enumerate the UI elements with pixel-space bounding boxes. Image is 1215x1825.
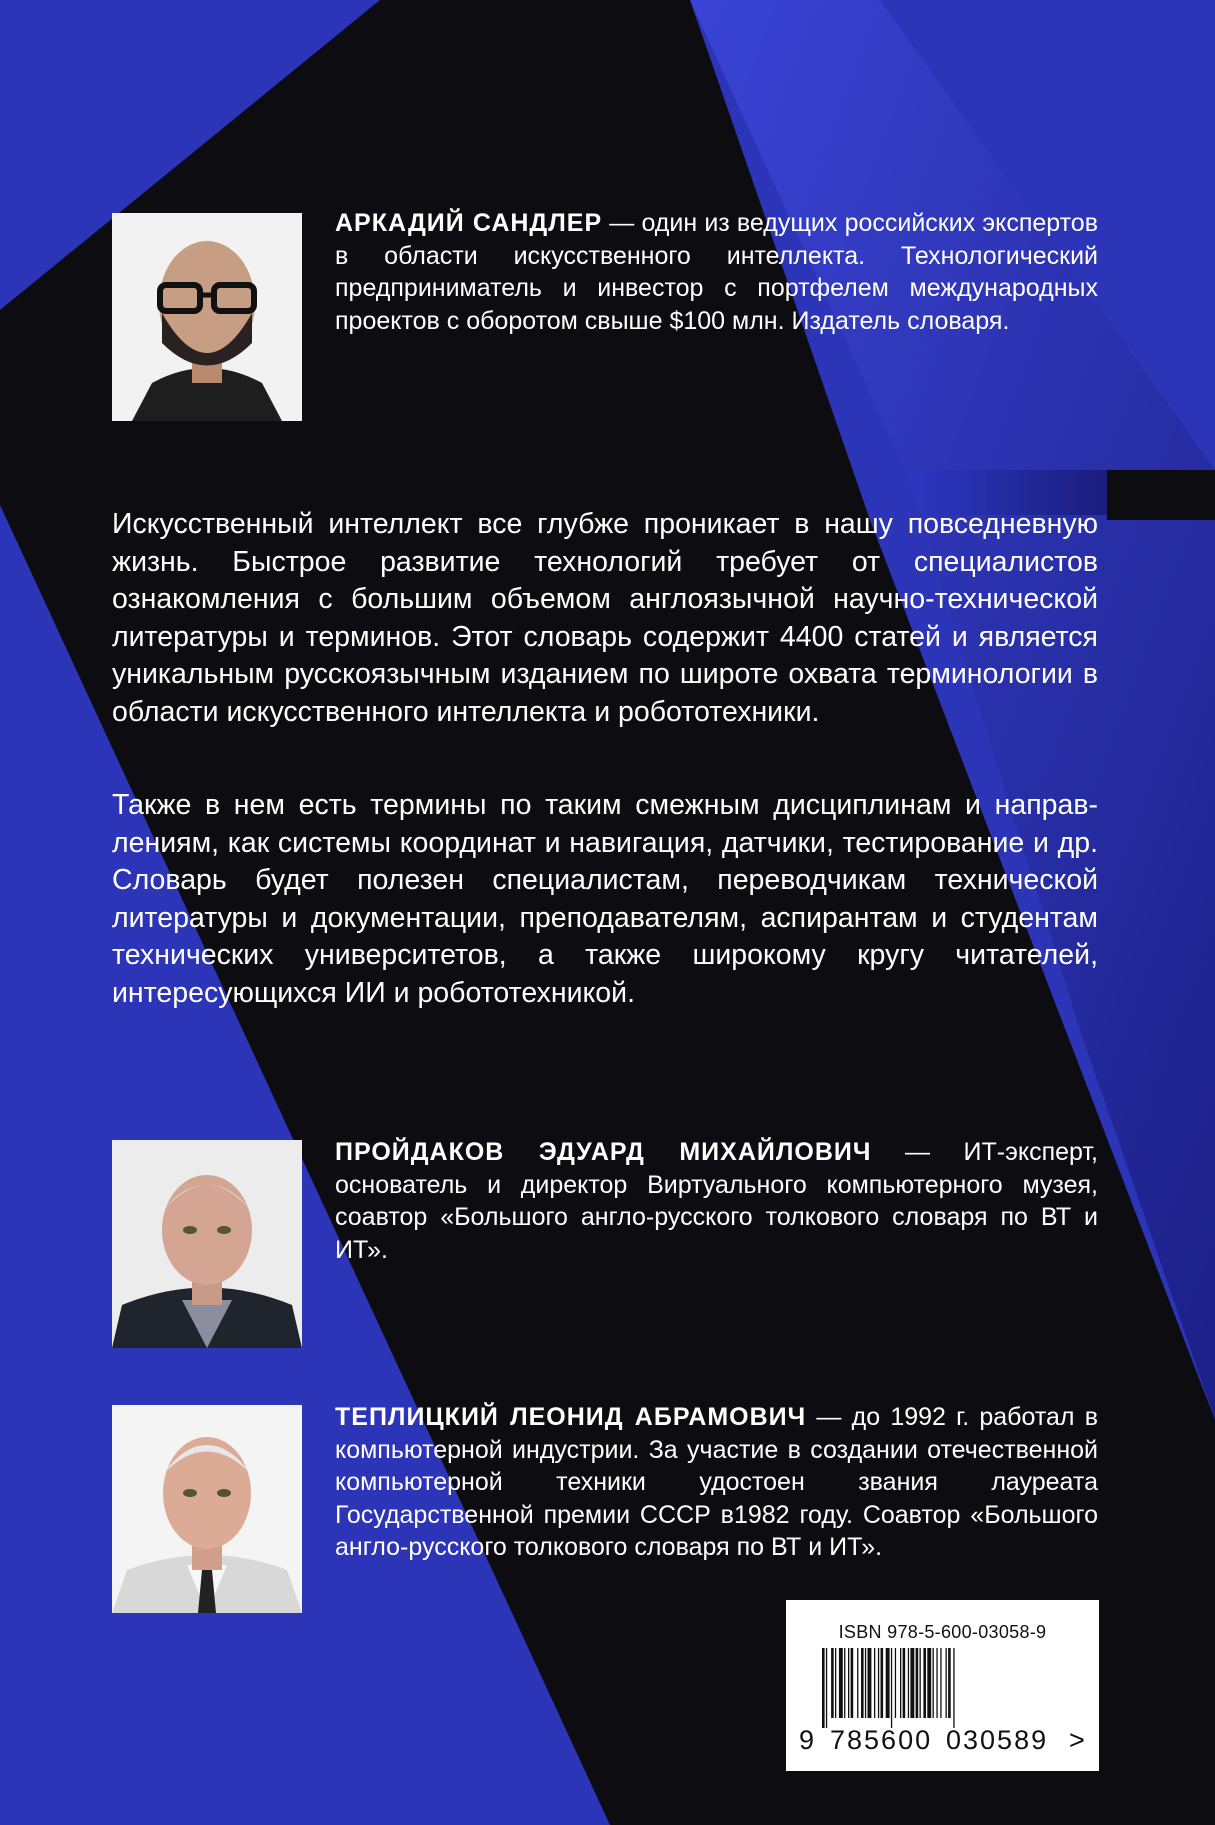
barcode-bar [839, 1648, 843, 1718]
barcode-digit-first: 9 [799, 1725, 815, 1755]
barcode-bar [923, 1648, 926, 1718]
author-name-sandler: АРКАДИЙ САНДЛЕР [335, 209, 603, 237]
barcode-bar [851, 1648, 854, 1718]
barcode-bar [933, 1648, 934, 1718]
description-paragraph-1: Искусственный интеллект все глубже проникает в нашу повседневную жизнь. Быстрое развитие технологий требует от специалистов ознакомления с большим объемом англоязычной научно-технической литературы и терминов. Этот словарь содержит 4400 статей и является уникальным русскоязычным изданием по широте охвата терминологии в области искусственного интеллекта и робототехники. [112, 508, 1098, 728]
barcode-bar [936, 1648, 937, 1718]
barcode-bar [831, 1648, 834, 1718]
barcode-bar [861, 1648, 864, 1718]
photo-teplitsky [112, 1405, 302, 1613]
author-name-teplitsky: ТЕПЛИЦКИЙ ЛЕОНИД АБРАМОВИЧ [335, 1403, 807, 1431]
barcode-bar [900, 1648, 901, 1718]
barcode-bar [940, 1648, 941, 1718]
barcode-bar [903, 1648, 906, 1718]
barcode-bar [835, 1648, 836, 1718]
photo-sandler [112, 213, 302, 421]
barcode-digits-right: 030589 [946, 1725, 1049, 1755]
barcode-bar [946, 1648, 947, 1718]
photo-proydakov [112, 1140, 302, 1348]
barcode-digits-left: 785600 [830, 1725, 933, 1755]
barcode-bar [878, 1648, 879, 1718]
author-text-proydakov: — ИТ-эксперт, основатель и директор Виртуального компьютерного музея, соавтор «Большого англо-русского толкового словаря по ВТ и ИТ». [335, 1138, 1098, 1264]
description-paragraph-2: Также в нем есть термины по таким смежным дисциплинам и направлениям, как системы координат и навигация, датчики, тестирование и др. Словарь будет полезен специалистам, переводчикам технической литературы и документации, преподавателям, аспирантам и студентам технических университетов, а также широкому кругу читателей, интересующихся ИИ и робототехникой. [112, 789, 1098, 1009]
barcode-arrow: > [1069, 1725, 1085, 1755]
barcode-bar [948, 1648, 951, 1718]
isbn-label: ISBN 978-5-600-03058-9 [838, 1622, 1047, 1642]
barcode-bar [895, 1648, 896, 1718]
bio-teplitsky [335, 1401, 1098, 1564]
author-name-proydakov: ПРОЙДАКОВ ЭДУАРД МИХАЙЛОВИЧ [335, 1138, 872, 1166]
barcode-bar [881, 1648, 884, 1718]
bio-sandler [335, 207, 1098, 337]
barcode-bar [826, 1648, 827, 1728]
barcode-bar [891, 1648, 892, 1728]
isbn-barcode-box [786, 1600, 1099, 1771]
bio-proydakov [335, 1136, 1098, 1266]
barcode-bar [874, 1648, 875, 1718]
barcode-bar [857, 1648, 858, 1718]
author-text-sandler: — один из ведущих российских экспертов в области искусственного интеллекта. Технологический предприниматель и инвестор с портфелем международных проектов с оборотом свыше $100 млн. Издатель словаря. [335, 209, 1098, 335]
author-text-teplitsky: — до 1992 г. работал в компьютерной индустрии. За участие в создании отечественной компьютерной техники удостоен звания лауреата Государственной премии СССР в1982 году. Соавтор «Большого англо-русского толкового словаря по ВТ и ИТ». [335, 1403, 1099, 1561]
barcode-bar [910, 1648, 914, 1718]
barcode-bar [822, 1648, 825, 1728]
barcode-bar [908, 1648, 909, 1718]
barcode-bar [927, 1648, 931, 1718]
barcode-bar [848, 1648, 849, 1718]
barcode-bar [953, 1648, 954, 1728]
barcode-bar [920, 1648, 921, 1718]
barcode-bar [865, 1648, 866, 1718]
barcode-bar [868, 1648, 872, 1718]
barcode-bar [886, 1648, 890, 1718]
barcode-bar [844, 1648, 845, 1718]
barcode-bar [916, 1648, 919, 1718]
barcode-bars [822, 1648, 1066, 1728]
